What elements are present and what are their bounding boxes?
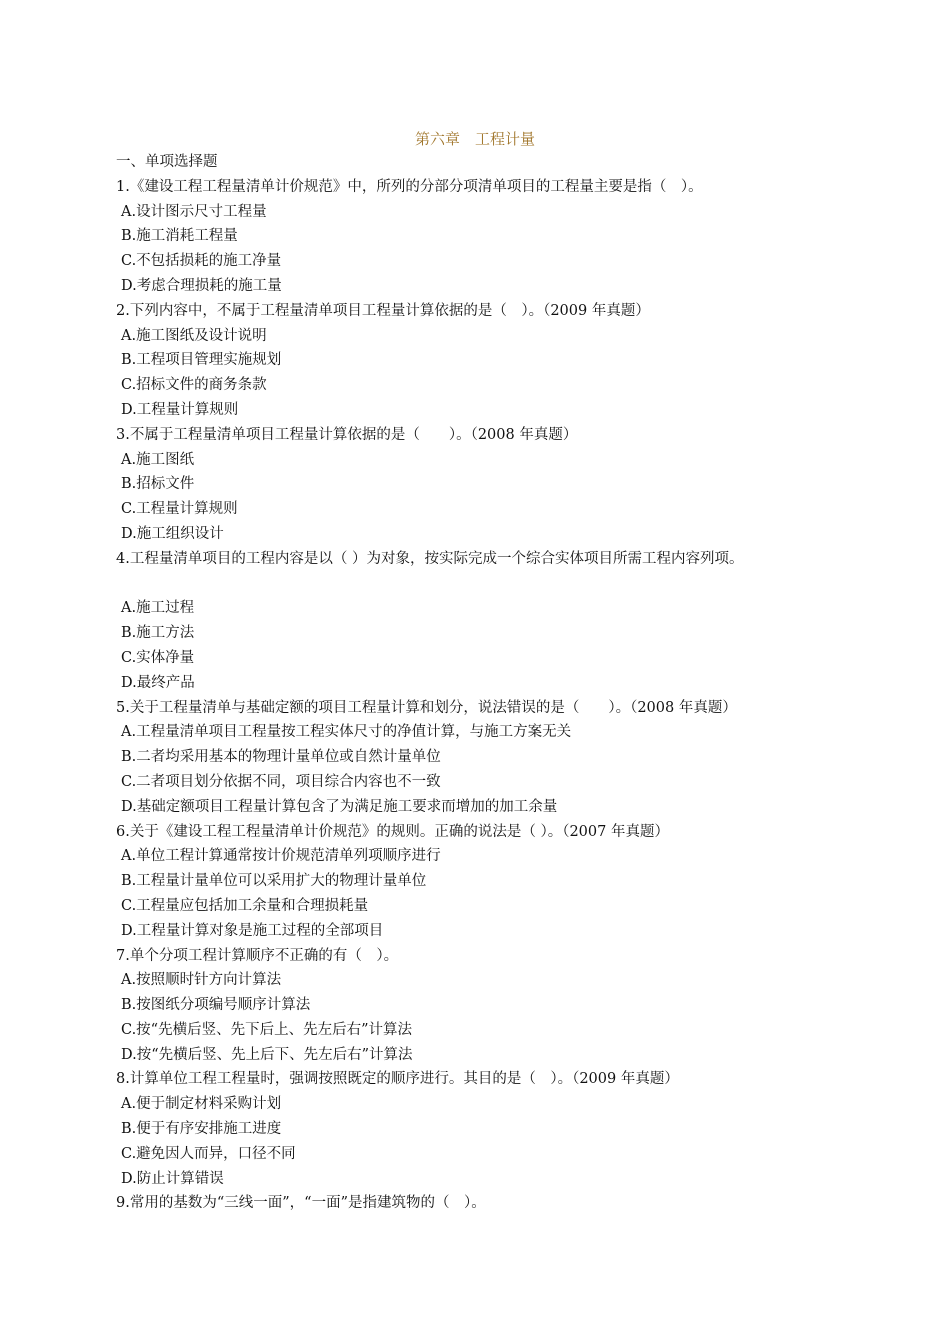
answer-option: C.避免因人而异，口径不同 (121, 1145, 296, 1162)
answer-option: A.单位工程计算通常按计价规范清单列项顺序进行 (121, 848, 441, 865)
question-text: 6.关于《建设工程工程量清单计价规范》的规则。正确的说法是（ ）。（2007 年真题） (116, 823, 669, 840)
question-text: 7.单个分项工程计算顺序不正确的有（ ）。 (116, 947, 399, 964)
answer-option: D.工程量计算对象是施工过程的全部项目 (121, 922, 384, 939)
answer-option: C.工程量计算规则 (121, 501, 238, 518)
answer-option: A.工程量清单项目工程量按工程实体尺寸的净值计算，与施工方案无关 (121, 724, 572, 741)
answer-option: B.按图纸分项编号顺序计算法 (121, 997, 311, 1014)
answer-option: D.按“先横后竖、先上后下、先左后右”计算法 (121, 1046, 413, 1063)
answer-option: A.施工图纸 (121, 451, 195, 468)
answer-option: B.施工消耗工程量 (121, 228, 238, 245)
question-text: 8.计算单位工程工程量时，强调按照既定的顺序进行。其目的是（ ）。（2009 年真题） (116, 1071, 679, 1088)
answer-option: A.便于制定材料采购计划 (121, 1096, 282, 1113)
answer-option: A.施工图纸及设计说明 (121, 327, 267, 344)
answer-option: B.二者均采用基本的物理计量单位或自然计量单位 (121, 749, 441, 766)
answer-option: A.设计图示尺寸工程量 (121, 203, 267, 220)
answer-option: C.工程量应包括加工余量和合理损耗量 (121, 897, 369, 914)
question-text: 2.下列内容中，不属于工程量清单项目工程量计算依据的是（ ）。（2009 年真题） (116, 302, 650, 319)
section-heading: 一、单项选择题 (116, 154, 218, 170)
question-text: 3.不属于工程量清单项目工程量计算依据的是（ ）。（2008 年真题） (116, 426, 578, 443)
answer-option: D.防止计算错误 (121, 1170, 224, 1187)
answer-option: B.施工方法 (121, 625, 195, 642)
answer-option: D.基础定额项目工程量计算包含了为满足施工要求而增加的加工余量 (121, 798, 558, 815)
answer-option: C.招标文件的商务条款 (121, 377, 267, 394)
question-text: 5.关于工程量清单与基础定额的项目工程量计算和划分，说法错误的是（ ）。（2008 年真题） (116, 699, 737, 716)
blank-line (116, 572, 876, 597)
answer-option: B.工程量计量单位可以采用扩大的物理计量单位 (121, 873, 427, 890)
answer-option: C.实体净量 (121, 649, 195, 666)
question-text: 4.工程量清单项目的工程内容是以（ ）为对象，按实际完成一个综合实体项目所需工程内容列项。 (116, 550, 744, 567)
answer-option: D.考虑合理损耗的施工量 (121, 277, 282, 294)
answer-option: D.施工组织设计 (121, 525, 224, 542)
answer-option: D.最终产品 (121, 674, 195, 691)
chapter-title: 第六章 工程计量 (414, 130, 535, 148)
answer-option: D.工程量计算规则 (121, 401, 239, 418)
answer-option: A.施工过程 (121, 600, 195, 617)
answer-option: B.工程项目管理实施规划 (121, 352, 282, 369)
answer-option: A.按照顺时针方向计算法 (121, 972, 282, 989)
answer-option: C.按“先横后竖、先下后上、先左后右”计算法 (121, 1021, 413, 1038)
question-text: 9.常用的基数为“三线一面”，“一面”是指建筑物的（ ）。 (116, 1195, 486, 1212)
answer-option: B.便于有序安排施工进度 (121, 1121, 282, 1138)
answer-option: C.不包括损耗的施工净量 (121, 253, 282, 270)
answer-option: B.招标文件 (121, 476, 195, 493)
answer-option: C.二者项目划分依据不同，项目综合内容也不一致 (121, 773, 441, 790)
question-text: 1.《建设工程工程量清单计价规范》中，所列的分部分项清单项目的工程量主要是指（ ）。 (116, 178, 703, 195)
document-body (116, 150, 876, 1216)
